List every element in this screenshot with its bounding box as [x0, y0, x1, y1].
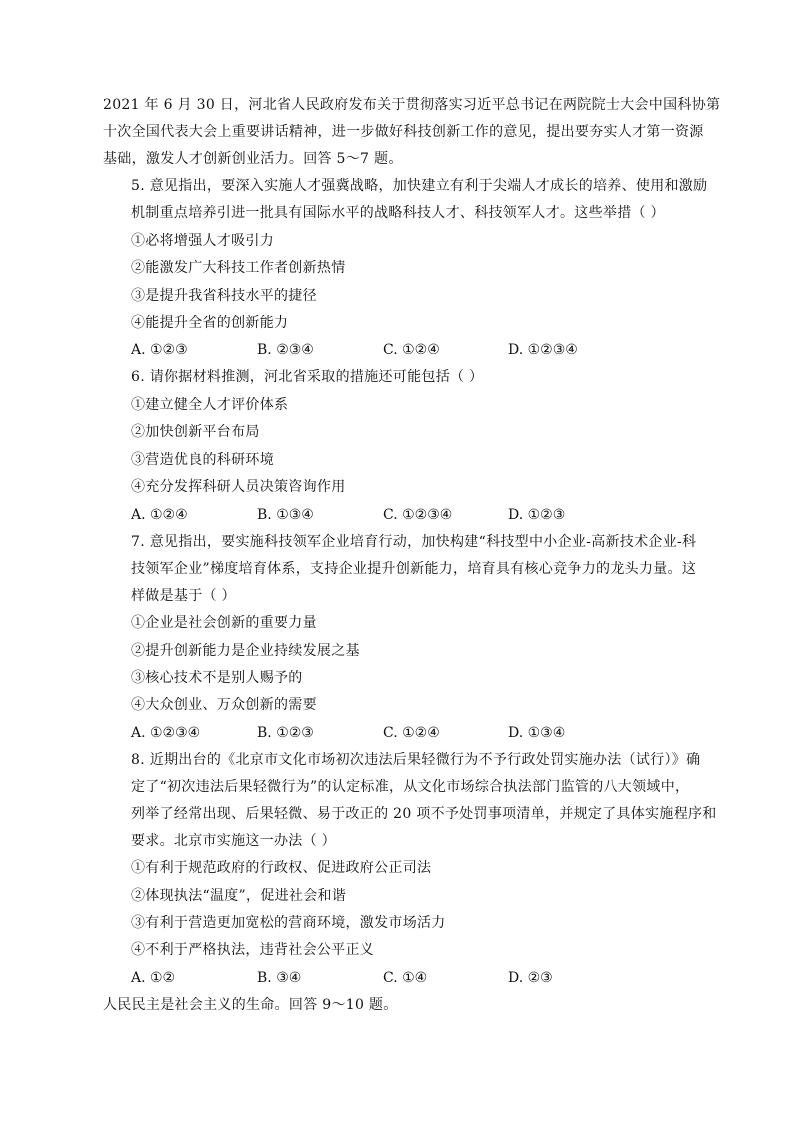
- option-d[interactable]: D. ①②③: [508, 507, 566, 523]
- question-6-item: ④充分发挥科研人员决策咨询作用: [131, 479, 346, 495]
- question-5-options: [131, 340, 691, 360]
- question-6-stem: 6. 请你据材料推测，河北省采取的措施还可能包括（ ）: [131, 369, 484, 385]
- option-a[interactable]: A. ①②④: [131, 507, 188, 523]
- intro-text-line: 人民民主是社会主义的生命。回答 9～10 题。: [103, 997, 398, 1013]
- option-c[interactable]: C. ①②③④: [383, 507, 453, 523]
- question-5-item: ④能提升全省的创新能力: [131, 315, 289, 331]
- question-5-item: ①必将增强人才吸引力: [131, 233, 274, 249]
- question-7-stem: 技领军企业”梯度培育体系，支持企业提升创新能力，培育具有核心竞争力的龙头力量。这: [131, 561, 697, 577]
- option-b[interactable]: B. ③④: [257, 970, 302, 986]
- question-7-item: ②提升创新能力是企业持续发展之基: [131, 643, 360, 659]
- option-a[interactable]: A. ①②: [131, 970, 176, 986]
- option-d[interactable]: D. ②③: [508, 970, 553, 986]
- question-8-item: ④不利于严格执法，违背社会公平正义: [131, 942, 375, 958]
- question-6-options: [131, 505, 691, 525]
- question-8-item: ②体现执法“温度”，促进社会和谐: [131, 888, 347, 904]
- option-c[interactable]: C. ①②④: [383, 342, 440, 358]
- question-5-stem: 5. 意见指出，要深入实施人才强冀战略，加快建立有利于尖端人才成长的培养、使用和激励: [131, 178, 708, 194]
- option-d[interactable]: D. ①②③④: [508, 342, 578, 358]
- question-7-item: ③核心技术不是别人赐予的: [131, 670, 303, 686]
- question-6-item: ②加快创新平台布局: [131, 424, 260, 440]
- option-c[interactable]: C. ①④: [383, 970, 428, 986]
- question-8-options: [131, 968, 691, 988]
- question-5-stem: 机制重点培养引进一批具有国际水平的战略科技人才、科技领军人才。这些举措（ ）: [131, 205, 665, 221]
- option-c[interactable]: C. ①②④: [383, 725, 440, 741]
- question-7-item: ④大众创业、万众创新的需要: [131, 697, 317, 713]
- question-6-item: ①建立健全人才评价体系: [131, 397, 289, 413]
- question-7-options: [131, 723, 691, 743]
- intro-text-line: 十次全国代表大会上重要讲话精神，进一步做好科技创新工作的意见，提出要夯实人才第一资源: [103, 124, 704, 140]
- option-a[interactable]: A. ①②③: [131, 342, 188, 358]
- question-8-item: ①有利于规范政府的行政权、促进政府公正司法: [131, 860, 432, 876]
- question-8-item: ③有利于营造更加宽松的营商环境，激发市场活力: [131, 915, 446, 931]
- question-6-item: ③营造优良的科研环境: [131, 452, 274, 468]
- question-8-stem: 8. 近期出台的《北京市文化市场初次违法后果轻微行为不予行政处罚实施办法（试行）》确: [131, 752, 701, 768]
- option-d[interactable]: D. ①③④: [508, 725, 566, 741]
- question-7-item: ①企业是社会创新的重要力量: [131, 615, 317, 631]
- question-5-item: ③是提升我省科技水平的捷径: [131, 288, 317, 304]
- question-8-stem: 定了“初次违法后果轻微行为”的认定标准，从文化市场综合执法部门监管的八大领域中，: [131, 779, 690, 795]
- option-a[interactable]: A. ①②③④: [131, 725, 201, 741]
- question-8-stem: 列举了经常出现、后果轻微、易于改正的 20 项不予处罚事项清单，并规定了具体实施程序和: [131, 806, 717, 822]
- question-7-stem: 样做是基于（ ）: [131, 588, 236, 604]
- question-7-stem: 7. 意见指出，要实施科技领军企业培育行动，加快构建“科技型中小企业-高新技术企业-科: [131, 534, 697, 550]
- option-b[interactable]: B. ②③④: [257, 342, 314, 358]
- question-8-stem: 要求。北京市实施这一办法（ ）: [131, 833, 336, 849]
- question-5-item: ②能激发广大科技工作者创新热情: [131, 260, 346, 276]
- option-b[interactable]: B. ①③④: [257, 507, 314, 523]
- intro-text-line: 基础，激发人才创新创业活力。回答 5～7 题。: [103, 151, 403, 167]
- intro-text-line: 2021 年 6 月 30 日，河北省人民政府发布关于贯彻落实习近平总书记在两院院士大会中国科协第: [103, 97, 721, 113]
- option-b[interactable]: B. ①②③: [257, 725, 314, 741]
